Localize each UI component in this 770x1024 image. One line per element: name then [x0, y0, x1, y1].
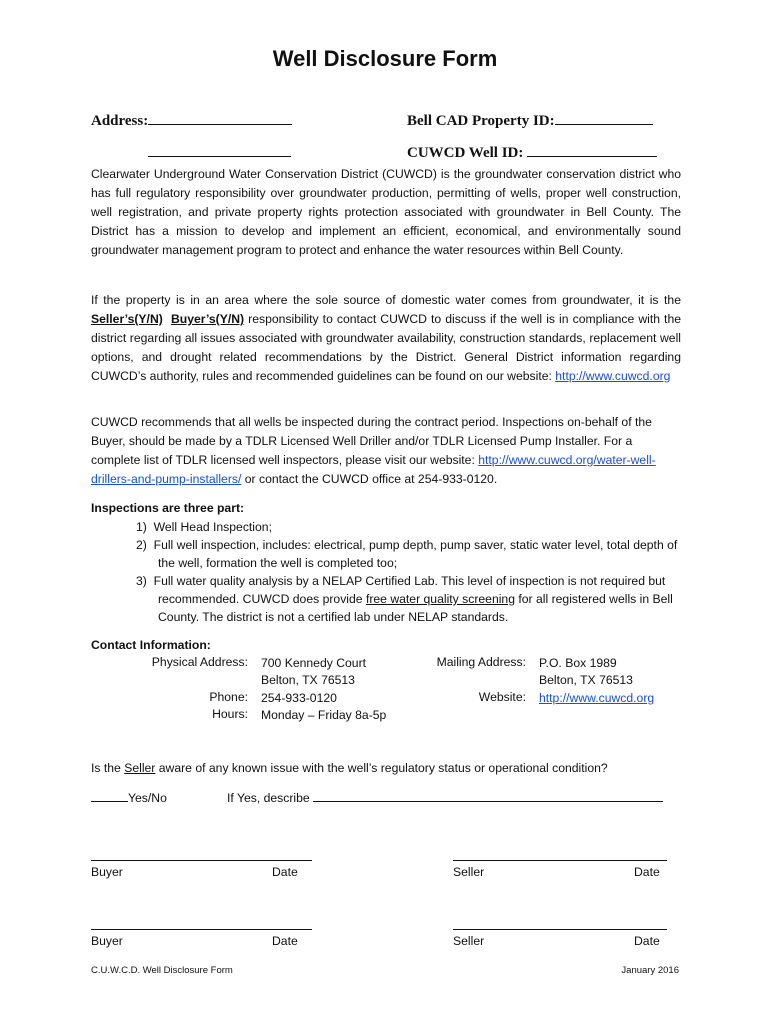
buyer-label-1: Buyer [91, 865, 123, 879]
well-id-field [407, 142, 657, 162]
well-id-input-line[interactable] [527, 142, 657, 157]
seller-word: Seller [124, 761, 156, 775]
seller-label-1: Seller [453, 865, 485, 879]
cuwcd-website-link[interactable]: http://www.cuwcd.org [555, 369, 671, 383]
yes-no-field [91, 789, 167, 808]
seller-signature-line-1[interactable] [453, 860, 667, 861]
well-id-label: CUWCD Well ID: [407, 145, 524, 161]
seller-date-label-2: Date [634, 934, 660, 948]
inspections-list [91, 518, 691, 626]
mailing-address-line-1: P.O. Box 1989 [539, 656, 617, 670]
describe-label: If Yes, describe [227, 791, 310, 805]
address-line-2 [148, 142, 291, 162]
footer-date: January 2016 [621, 965, 679, 976]
physical-address-line-2: Belton, TX 76513 [261, 673, 355, 687]
mailing-address-line-2: Belton, TX 76513 [539, 673, 633, 687]
physical-address-label: Physical Address: [151, 655, 248, 669]
describe-field [227, 789, 663, 808]
list-item-number: 3) [136, 574, 147, 588]
list-item-text: Full well inspection, includes: electrical, pump depth, pump saver, static water level, total depth of the well, formation the well is completed too; [153, 538, 678, 570]
intro-text: Clearwater Underground Water Conservation District (CUWCD) is the groundwater conservation district who has full regulatory responsibility over groundwater production, permitting of wells, proper well construction, well registration, and private property rights protection associated with groundwater in Bell County. The District has a mission to develop and implement an efficient, economical, and environmentally sound groundwater management program to protect and enhance the water resources within Bell County. [91, 167, 681, 257]
yes-no-label: Yes/No [128, 791, 167, 805]
list-item [91, 518, 691, 536]
list-item-number: 1) [136, 520, 147, 534]
buyer-label-2: Buyer [91, 934, 123, 948]
question-text-before: Is the [91, 761, 125, 775]
physical-address-line-1: 700 Kennedy Court [261, 656, 367, 670]
responsibility-paragraph [91, 291, 681, 386]
buyer-date-label-2: Date [272, 934, 298, 948]
property-id-input-line[interactable] [555, 110, 653, 125]
inspections-heading: Inspections are three part: [91, 501, 245, 515]
list-item [91, 572, 691, 626]
list-item [91, 536, 691, 572]
list-item-number: 2) [136, 538, 147, 552]
address-label: Address: [91, 113, 149, 129]
list-item-text-before: Full water quality analysis by a NELAP Certified Lab. This level of inspection is not required but recommended. CUWCD does provide [153, 574, 666, 606]
buyer-choice[interactable]: Buyer’s(Y/N) [170, 312, 245, 326]
buyer-date-label-1: Date [272, 865, 298, 879]
list-item-text-after: for all registered wells in Bell County. The district is not a certified lab under NELAP standards. [158, 592, 673, 624]
hours-label: Hours: [212, 707, 248, 721]
phone-value: 254-933-0120 [261, 691, 337, 705]
mailing-address-label: Mailing Address: [436, 655, 526, 669]
phone-label: Phone: [209, 690, 248, 704]
responsibility-text-before: If the property is in an area where the sole source of domestic water comes from groundwater, it is the [91, 293, 681, 307]
address-second-input-line[interactable] [148, 142, 291, 157]
question-text-after: aware of any known issue with the well’s regulatory status or operational condition? [155, 761, 608, 775]
page-title: Well Disclosure Form [272, 46, 498, 71]
seller-choice[interactable]: Seller’s(Y/N) [91, 312, 163, 326]
property-id-label: Bell CAD Property ID: [407, 113, 555, 129]
intro-paragraph [91, 165, 681, 260]
contact-heading: Contact Information: [91, 638, 211, 652]
seller-label-2: Seller [453, 934, 485, 948]
seller-signature-line-2[interactable] [453, 929, 667, 930]
footer-form-name: C.U.W.C.D. Well Disclosure Form [91, 965, 233, 976]
buyer-signature-line-2[interactable] [91, 929, 312, 930]
contact-website-link[interactable]: http://www.cuwcd.org [539, 691, 655, 705]
water-screening-link[interactable]: free water quality screening [365, 592, 515, 606]
seller-date-label-1: Date [634, 865, 660, 879]
property-id-field [407, 110, 653, 130]
hours-value: Monday – Friday 8a-5p [261, 708, 387, 722]
recommendation-text-after: or contact the CUWCD office at 254-933-0120. [241, 472, 498, 486]
responsibility-text-after: responsibility to contact CUWCD to discuss if the well is in compliance with the district regarding all issues associated with groundwater availability, construction standards, replacement well options, and drought related recommendations by the District. General District information regarding CUWCD’s authority, rules and recommended guidelines can be found on our website: [91, 312, 681, 383]
website-label: Website: [478, 690, 526, 704]
address-input-line[interactable] [148, 110, 292, 125]
drillers-link[interactable]: http://www.cuwcd.org/water-well-drillers-and-pump-installers/ [91, 453, 656, 486]
recommendation-text-before: CUWCD recommends that all wells be inspected during the contract period. Inspections on-behalf of the Buyer, should be made by a TDLR Licensed Well Driller and/or TDLR Licensed Pump Installer. For a complete list of TDLR licensed well inspectors, please visit our website: [91, 415, 652, 467]
buyer-signature-line-1[interactable] [91, 860, 312, 861]
yes-no-input-line[interactable] [91, 789, 128, 802]
list-item-text: Well Head Inspection; [153, 520, 272, 534]
seller-question [91, 760, 608, 778]
describe-input-line[interactable] [313, 789, 663, 802]
address-field [91, 110, 292, 130]
recommendation-paragraph [91, 413, 681, 489]
